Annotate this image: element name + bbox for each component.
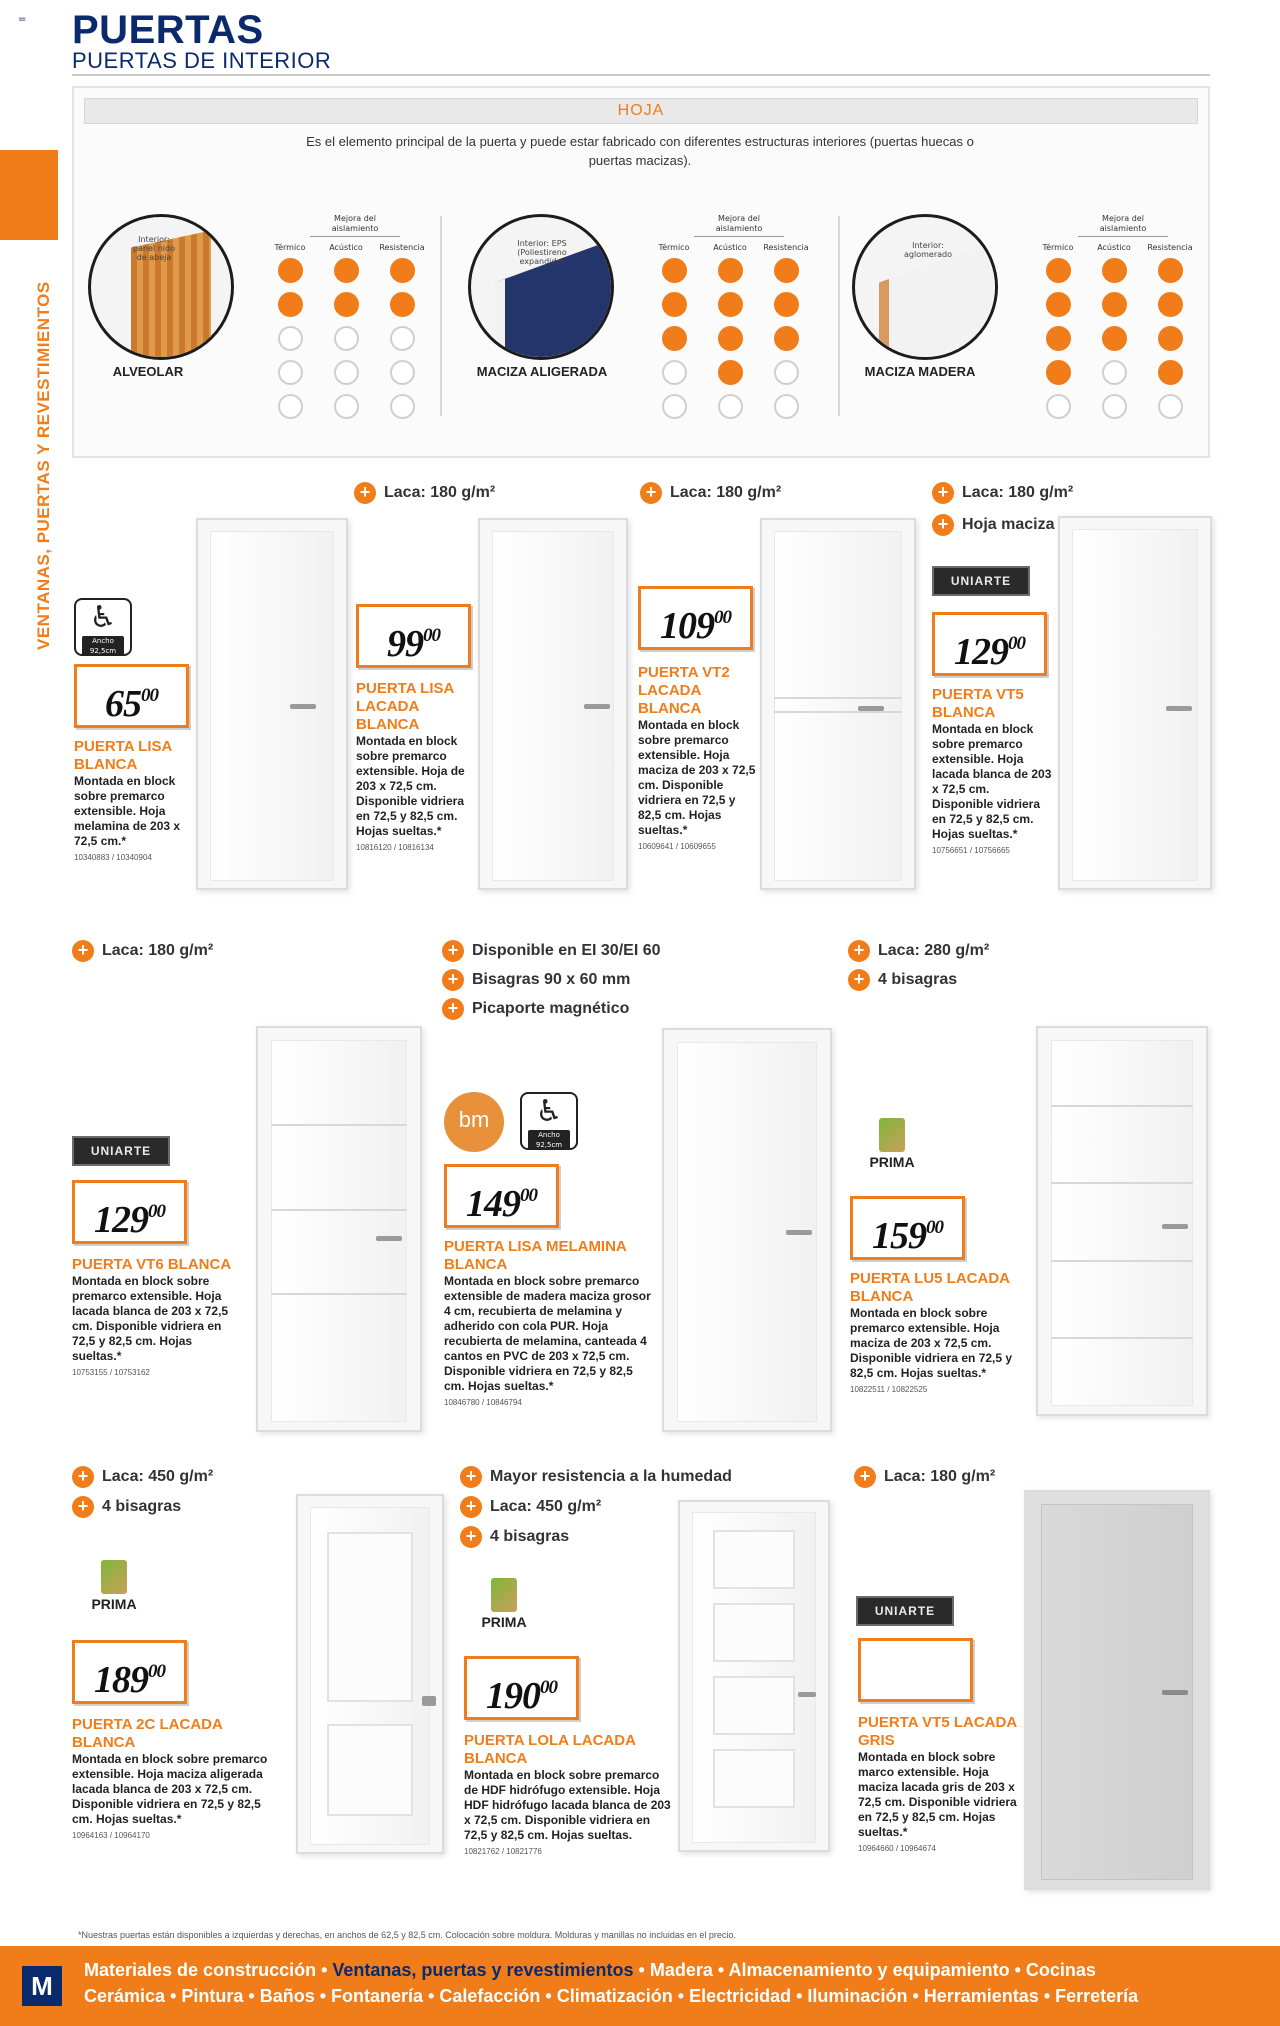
product-ref: 10340883 / 10340904 — [74, 853, 152, 862]
rating-dot-empty — [1046, 394, 1071, 419]
feature-line: + Disponible en EI 30/EI 60 — [442, 940, 661, 962]
plus-icon: + — [72, 1466, 94, 1488]
feature-line: + Laca: 180 g/m² — [932, 482, 1073, 504]
product-name: PUERTA LOLA LACADA BLANCA — [464, 1732, 636, 1767]
footer-link[interactable]: Calefacción — [439, 1986, 541, 2006]
door-panel — [327, 1532, 413, 1703]
col-header: Acústico — [329, 243, 363, 252]
type-label: MACIZA MADERA — [864, 364, 976, 379]
mejora-label: Mejora del aislamiento — [694, 214, 784, 237]
price-tag-empty — [858, 1638, 973, 1702]
rating-dot-filled — [1046, 360, 1071, 385]
product-info — [638, 664, 758, 852]
feature-line: + Laca: 180 g/m² — [72, 940, 213, 962]
product-description: Montada en block sobre premarco de HDF hidrófugo extensible. Hoja HDF hidrófugo lacada blanca de 203 x 72,5 cm. Disponible vidriera en 72,5 y 82,5 cm. Hojas sueltas. — [464, 1768, 671, 1842]
footer-link[interactable]: Electricidad — [689, 1986, 792, 2006]
rating-group — [1030, 214, 1198, 419]
price-tag: $129^{00}$ — [72, 1180, 187, 1244]
door-image-lisa-melamina — [662, 1028, 832, 1432]
layer-label: Interior: panel nido de abeja — [132, 235, 175, 262]
product-info — [464, 1732, 672, 1857]
product-description: Montada en block sobre premarco extensible. Hoja maciza de 203 x 72,5 cm. Disponible vidriera en 72,5 y 82,5 cm. Hojas sueltas.* — [850, 1306, 1013, 1380]
product-description: Montada en block sobre premarco extensible. Hoja lacada blanca de 203 x 72,5 cm. Disponible vidriera en 72,5 y 82,5 cm. Hojas sueltas.* — [72, 1274, 229, 1363]
rating-dot-filled — [718, 292, 743, 317]
rating-dot-empty — [662, 394, 687, 419]
product-info — [850, 1270, 1030, 1395]
maciza-madera-section-image — [852, 214, 998, 360]
type-separator — [440, 216, 442, 416]
door-image-2c — [296, 1494, 444, 1854]
rating-dot-empty — [774, 394, 799, 419]
product-description: Montada en block sobre premarco extensible. Hoja melamina de 203 x 72,5 cm.* — [74, 774, 181, 848]
door-groove — [1051, 1182, 1192, 1184]
accessibility-badge: ♿ Ancho 92,5cm — [74, 598, 132, 656]
plus-icon: + — [442, 969, 464, 991]
plus-icon: + — [460, 1466, 482, 1488]
rating-dot-empty — [390, 394, 415, 419]
rating-dot-empty — [1102, 394, 1127, 419]
rating-dot-empty — [334, 394, 359, 419]
door-panel — [713, 1749, 796, 1808]
door-groove — [774, 697, 902, 699]
side-section-label: VENTANAS, PUERTAS Y REVESTIMIENTOS — [34, 281, 53, 650]
product-ref: 10816120 / 10816134 — [356, 843, 434, 852]
rating-dot-empty — [278, 326, 303, 351]
footer-link[interactable]: Madera — [649, 1960, 713, 1980]
product-description: Montada en block sobre marco extensible. Hoja maciza lacada gris de 203 x 72,5 cm. Disponible vidriera en 72,5 y 82,5 cm. Hojas sueltas.* — [858, 1750, 1017, 1839]
product-description: Montada en block sobre premarco extensible. Hoja lacada blanca de 203 x 72,5 cm. Disponible vidriera en 72,5 y 82,5 cm. Hojas sueltas.* — [932, 722, 1052, 841]
product-ref: 10609641 / 10609655 — [638, 842, 716, 851]
door-handle — [786, 1230, 812, 1235]
footer-link[interactable]: Cerámica — [84, 1986, 166, 2006]
plus-icon: + — [460, 1526, 482, 1548]
wheelchair-icon: ♿ — [89, 600, 117, 635]
product-ref: 10821762 / 10821776 — [464, 1847, 542, 1856]
title-divider — [72, 74, 1210, 76]
page-subtitle: PUERTAS DE INTERIOR — [72, 48, 332, 73]
footer-link[interactable]: Ferretería — [1055, 1986, 1139, 2006]
door-handle — [422, 1696, 436, 1706]
rating-dot-filled — [1158, 258, 1183, 283]
door-handle — [798, 1692, 816, 1697]
product-name: PUERTA VT5 LACADA GRIS — [858, 1714, 1017, 1749]
page-number: = — [18, 14, 27, 25]
prima-icon — [879, 1118, 905, 1152]
layer-label: Interior: EPS (Poliestireno expandido) — [517, 239, 567, 266]
product-description: Montada en block sobre premarco extensible de madera maciza grosor 4 cm, recubierta de melamina y adherido con cola PUR. Hoja recubierta de melamina, canteada 4 cantos en PVC de 203 x 72,5 cm. Disponible vidriera en 72,5 y 82,5 cm. Hojas sueltas.* — [444, 1274, 651, 1393]
wheelchair-icon: ♿ — [535, 1094, 563, 1129]
feature-line: + 4 bisagras — [460, 1526, 569, 1548]
feature-line: + Laca: 180 g/m² — [640, 482, 781, 504]
product-ref: 10753155 / 10753162 — [72, 1368, 150, 1377]
rating-dot-filled — [1158, 360, 1183, 385]
product-info — [932, 686, 1054, 856]
product-name: PUERTA VT5 BLANCA — [932, 686, 1024, 721]
rating-dot-filled — [1102, 326, 1127, 351]
rating-dot-empty — [774, 360, 799, 385]
door-image-lu5 — [1036, 1026, 1208, 1416]
feature-line: + 4 bisagras — [72, 1496, 181, 1518]
product-info — [72, 1256, 242, 1378]
rating-dot-filled — [718, 360, 743, 385]
price-tag: $129^{00}$ — [932, 612, 1047, 676]
door-groove — [1051, 1260, 1192, 1262]
footer-link[interactable]: Herramientas — [923, 1986, 1039, 2006]
product-info — [72, 1716, 270, 1841]
price-tag: $65^{00}$ — [74, 664, 189, 728]
col-header: Acústico — [1097, 243, 1131, 252]
type-label: ALVEOLAR — [112, 364, 184, 379]
plus-icon: + — [460, 1496, 482, 1518]
footer-line-2: Cerámica • Pintura • Baños • Fontanería • Calefacción • Climatización • Electricidad • Iluminación • Herramientas • Ferretería — [84, 1986, 1139, 2006]
feature-line: + Mayor resistencia a la humedad — [460, 1466, 732, 1488]
footnote: *Nuestras puertas están disponibles a izquierdas y derechas, en anchos de 62,5 y 82,5 cm. Colocación sobre moldura. Molduras y manillas no incluidas en el precio. — [78, 1930, 736, 1940]
door-handle — [376, 1236, 402, 1241]
door-image-vt5 — [1058, 516, 1212, 890]
product-info — [356, 680, 476, 853]
rating-dot-filled — [774, 326, 799, 351]
mejora-label: Mejora del aislamiento — [1078, 214, 1168, 237]
plus-icon: + — [72, 940, 94, 962]
col-header: Resistencia — [379, 243, 425, 252]
price-tag: $189^{00}$ — [72, 1640, 187, 1704]
plus-icon: + — [932, 514, 954, 536]
product-name: PUERTA LISA LACADA BLANCA — [356, 680, 454, 733]
price-tag: $109^{00}$ — [638, 586, 753, 650]
rating-dot-filled — [718, 258, 743, 283]
hoja-heading: HOJA — [84, 98, 1198, 124]
alveolar-section-image — [88, 214, 234, 360]
rating-dot-empty — [278, 394, 303, 419]
product-name: PUERTA LU5 LACADA BLANCA — [850, 1270, 1010, 1305]
feature-line: + Picaporte magnético — [442, 998, 629, 1020]
product-ref: 10822511 / 10822525 — [850, 1385, 928, 1394]
rating-dot-filled — [662, 292, 687, 317]
door-handle — [1162, 1224, 1188, 1229]
rating-group — [262, 214, 430, 419]
brand-logo: M — [22, 1966, 62, 2006]
product-ref: 10964660 / 10964674 — [858, 1844, 936, 1853]
door-handle — [858, 706, 884, 711]
uniarte-logo: UNIARTE — [932, 566, 1030, 596]
product-ref: 10846780 / 10846794 — [444, 1398, 522, 1407]
feature-line: + Bisagras 90 x 60 mm — [442, 969, 630, 991]
rating-column — [646, 258, 702, 419]
feature-line: + 4 bisagras — [848, 969, 957, 991]
bm-logo: bm — [444, 1092, 504, 1152]
product-ref: 10756651 / 10756665 — [932, 846, 1010, 855]
footer-link[interactable]: Pintura — [181, 1986, 244, 2006]
rating-dot-empty — [1102, 360, 1127, 385]
price-tag: $159^{00}$ — [850, 1196, 965, 1260]
footer-link[interactable]: Baños — [259, 1986, 315, 2006]
rating-dot-empty — [718, 394, 743, 419]
rating-dot-empty — [662, 360, 687, 385]
door-image-lola — [678, 1500, 830, 1852]
rating-dot-filled — [774, 292, 799, 317]
plus-icon: + — [442, 940, 464, 962]
door-handle — [584, 704, 610, 709]
mejora-label: Mejora del aislamiento — [310, 214, 400, 237]
price-tag: $99^{00}$ — [356, 604, 471, 668]
door-handle — [1162, 1690, 1188, 1695]
prima-icon — [491, 1578, 517, 1612]
plus-icon: + — [854, 1466, 876, 1488]
rating-column — [702, 258, 758, 419]
door-handle — [1166, 706, 1192, 711]
col-header: Térmico — [1042, 243, 1074, 252]
door-groove — [1051, 1105, 1192, 1107]
prima-logo: PRIMA — [852, 1118, 932, 1170]
rating-dot-filled — [662, 258, 687, 283]
door-image-vt2 — [760, 518, 916, 890]
rating-dot-empty — [278, 360, 303, 385]
door-image-vt6 — [256, 1026, 422, 1432]
door-groove — [271, 1209, 407, 1211]
layer-label: Interior: aglomerado — [904, 241, 952, 259]
product-info — [858, 1714, 1020, 1854]
rating-dot-filled — [662, 326, 687, 351]
maciza-aligerada-section-image — [468, 214, 614, 360]
rating-dot-filled — [278, 258, 303, 283]
door-handle — [290, 704, 316, 709]
door-groove — [774, 711, 902, 713]
accessibility-badge: ♿ Ancho 92,5cm — [520, 1092, 578, 1150]
rating-dot-filled — [1102, 292, 1127, 317]
footer-link[interactable]: Almacenamiento y equipamiento — [728, 1960, 1010, 1980]
footer-link[interactable]: Climatización — [556, 1986, 673, 2006]
hoja-description: Es el elemento principal de la puerta y puede estar fabricado con diferentes estructuras interiores (puertas huecas o puertas macizas). — [306, 134, 974, 168]
footer-link[interactable]: Cocinas — [1025, 1960, 1096, 1980]
plus-icon: + — [354, 482, 376, 504]
rating-dot-filled — [1046, 292, 1071, 317]
prima-logo: PRIMA — [464, 1578, 544, 1630]
rating-dot-filled — [1158, 326, 1183, 351]
feature-line: + Laca: 180 g/m² — [854, 1466, 995, 1488]
prima-icon — [101, 1560, 127, 1594]
feature-line: + Laca: 180 g/m² — [354, 482, 495, 504]
rating-dot-filled — [334, 258, 359, 283]
rating-dot-filled — [1102, 258, 1127, 283]
plus-icon: + — [848, 969, 870, 991]
feature-line: + Laca: 450 g/m² — [460, 1496, 601, 1518]
col-header: Resistencia — [763, 243, 809, 252]
footer-link[interactable]: Iluminación — [807, 1986, 908, 2006]
plus-icon: + — [848, 940, 870, 962]
col-header: Térmico — [658, 243, 690, 252]
rating-dot-empty — [1158, 394, 1183, 419]
door-panel — [713, 1530, 796, 1589]
rating-dot-empty — [390, 360, 415, 385]
rating-dot-filled — [334, 292, 359, 317]
plus-icon: + — [442, 998, 464, 1020]
door-image-vt5-gris — [1024, 1490, 1210, 1890]
rating-column — [1142, 258, 1198, 419]
door-panel — [327, 1724, 413, 1817]
product-name: PUERTA LISA BLANCA — [74, 738, 172, 773]
product-name: PUERTA VT2 LACADA BLANCA — [638, 664, 730, 717]
rating-dot-empty — [334, 326, 359, 351]
feature-line: + Laca: 450 g/m² — [72, 1466, 213, 1488]
door-image-lisa-lacada — [478, 518, 628, 890]
plus-icon: + — [640, 482, 662, 504]
rating-dot-filled — [390, 258, 415, 283]
price-tag: $190^{00}$ — [464, 1656, 579, 1720]
product-ref: 10964163 / 10964170 — [72, 1831, 150, 1840]
rating-column — [758, 258, 814, 419]
footer-link[interactable]: Materiales de construcción — [84, 1960, 317, 1980]
door-groove — [271, 1124, 407, 1126]
price-tag: $149^{00}$ — [444, 1164, 559, 1228]
product-info — [444, 1238, 654, 1408]
plus-icon: + — [932, 482, 954, 504]
door-groove — [1051, 1337, 1192, 1339]
product-description: Montada en block sobre premarco extensible. Hoja de 203 x 72,5 cm. Disponible vidriera en 72,5 y 82,5 cm. Hojas sueltas.* — [356, 734, 465, 838]
product-name: PUERTA LISA MELAMINA BLANCA — [444, 1238, 627, 1273]
rating-dot-empty — [390, 326, 415, 351]
product-description: Montada en block sobre premarco extensible. Hoja maciza de 203 x 72,5 cm. Disponible vidriera en 72,5 y 82,5 cm. Hojas sueltas.* — [638, 718, 756, 837]
side-tab — [0, 150, 58, 240]
category-footer — [0, 1946, 1280, 2026]
product-name: PUERTA 2C LACADA BLANCA — [72, 1716, 223, 1751]
uniarte-logo: UNIARTE — [856, 1596, 954, 1626]
rating-dot-filled — [278, 292, 303, 317]
page-title: PUERTAS — [72, 8, 264, 52]
type-separator — [838, 216, 840, 416]
col-header: Acústico — [713, 243, 747, 252]
rating-column — [262, 258, 318, 419]
rating-group — [646, 214, 814, 419]
rating-dot-filled — [1046, 326, 1071, 351]
rating-dot-filled — [718, 326, 743, 351]
rating-column — [1086, 258, 1142, 419]
footer-line-1: Materiales de construcción • Ventanas, puertas y revestimientos • Madera • Almacenamiento y equipamiento • Cocinas — [84, 1960, 1096, 1980]
rating-column — [374, 258, 430, 419]
feature-line: + Hoja maciza — [932, 514, 1054, 536]
type-label: MACIZA ALIGERADA — [476, 364, 608, 379]
feature-line: + Laca: 280 g/m² — [848, 940, 989, 962]
footer-link[interactable]: Fontanería — [331, 1986, 424, 2006]
product-name: PUERTA VT6 BLANCA — [72, 1256, 232, 1273]
rating-column — [1030, 258, 1086, 419]
rating-dot-filled — [390, 292, 415, 317]
plus-icon: + — [72, 1496, 94, 1518]
product-info — [74, 738, 192, 863]
prima-logo: PRIMA — [74, 1560, 154, 1612]
door-image-lisa-blanca — [196, 518, 348, 890]
product-description: Montada en block sobre premarco extensible. Hoja maciza aligerada lacada blanca de 203 x 72,5 cm. Disponible vidriera en 72,5 y 82,5 cm. Hojas sueltas.* — [72, 1752, 268, 1826]
door-panel — [713, 1676, 796, 1735]
door-panel — [713, 1603, 796, 1662]
door-groove — [271, 1293, 407, 1295]
col-header: Térmico — [274, 243, 306, 252]
uniarte-logo: UNIARTE — [72, 1136, 170, 1166]
rating-dot-filled — [774, 258, 799, 283]
footer-link-active[interactable]: Ventanas, puertas y revestimientos — [332, 1960, 634, 1980]
rating-dot-filled — [1046, 258, 1071, 283]
rating-dot-filled — [1158, 292, 1183, 317]
rating-column — [318, 258, 374, 419]
col-header: Resistencia — [1147, 243, 1193, 252]
rating-dot-empty — [334, 360, 359, 385]
